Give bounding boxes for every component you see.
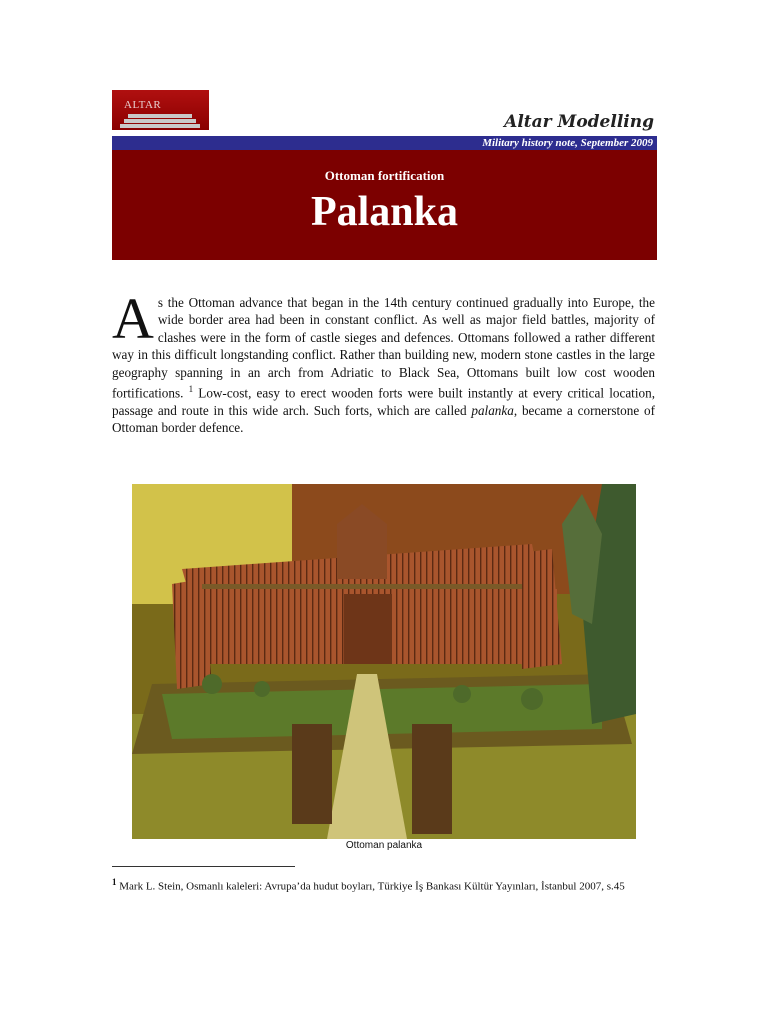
logo-text: ALTAR [124,99,162,111]
palanka-model-photo [132,484,636,839]
footnote-rule [112,866,295,867]
bush [521,688,543,710]
figure-caption: Ottoman palanka [345,840,423,851]
main-gate [344,594,392,664]
page-title: Palanka [310,189,459,235]
mound-right [412,724,452,834]
bush [202,674,222,694]
mound-left [292,724,332,824]
paragraph-text-2: Low-cost, easy to erect wooden forts were built instantly at every critical location, passage and route in this wide arch. Such forts, which are called [112,385,655,418]
paragraph-text-3: , became a cornerstone of Ottoman border defence. [112,402,655,436]
issue-subtitle: Military history note, September 2009 [482,137,653,149]
subtitle-bar [112,136,657,150]
footnote-number: 1 [112,877,117,887]
paragraph-text-1: s the Ottoman advance that began in the 14th century continued gradually into Europe, the wide border area had been in constant conflict. As well as major field battles, majority of clashes were in the form of castle sieges and defences. Ottomans followed a rather different way in this difficult longstanding conflict. Rather than building new, modern stone castles in the large geography spanning in an arch from Adriatic to Black Sea, Ottomans built low cost wooden fortifications. [112,295,655,401]
bush [453,685,471,703]
footnote-text: Mark L. Stein, Osmanlı kaleleri: Avrupa’da hudut boyları, Türkiye İş Bankası Kültür Yayınları, İstanbul 2007, s.45 [116,880,625,893]
article-paragraph [112,286,655,437]
brand-name: Altar Modelling [504,112,654,132]
logo-step [128,114,192,118]
footnote-ref[interactable]: 1 [188,384,194,395]
banner-kicker: Ottoman fortification [324,168,445,183]
title-banner [112,150,657,260]
bush [254,681,270,697]
footnote [112,874,657,895]
drop-cap: A [112,286,154,351]
palanka-term: palanka [471,402,514,418]
altar-logo [112,90,209,130]
logo-step [124,119,196,123]
logo-step [120,124,200,128]
